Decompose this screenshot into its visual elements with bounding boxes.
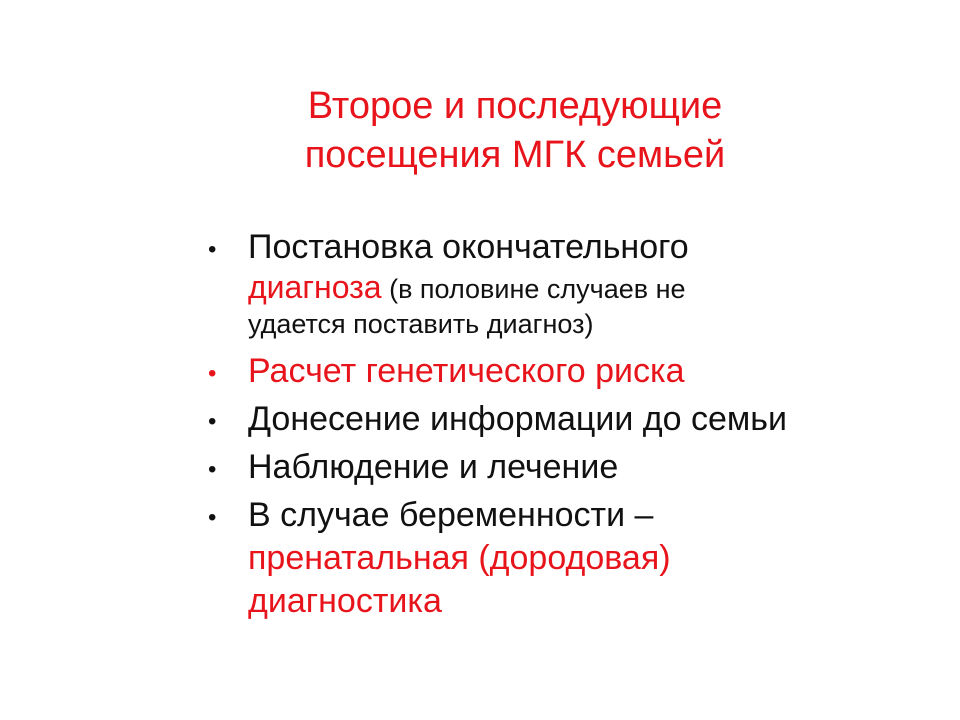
bullet-1-line-2-rest: (в половине случаев не (381, 274, 686, 304)
bullet-1-line-1: Постановка окончательного (248, 228, 689, 266)
bullet-marker: • (208, 408, 217, 435)
bullet-5-line-3: диагностика (248, 582, 442, 620)
bullet-4-line-1: Наблюдение и лечение (248, 448, 619, 486)
bullet-1-highlight: диагноза (248, 269, 382, 305)
bullet-2-line-1: Расчет генетического риска (248, 352, 685, 390)
bullet-marker: • (208, 456, 217, 483)
bullet-marker: • (208, 504, 217, 531)
bullet-1-line-3: удается поставить диагноз) (248, 309, 594, 339)
bullet-3-line-1: Донесение информации до семьи (248, 400, 787, 438)
bullet-5-line-1: В случае беременности – (248, 496, 654, 534)
title-line-2: посещения МГК семьей (304, 134, 726, 176)
bullet-marker: • (208, 360, 217, 387)
title-line-1: Второе и последующие (307, 85, 723, 127)
bullet-5-line-2: пренатальная (дородовая) (248, 539, 671, 577)
bullet-marker: • (208, 236, 217, 263)
slide-title (250, 82, 780, 180)
bullet-1-line-2 (248, 270, 689, 307)
